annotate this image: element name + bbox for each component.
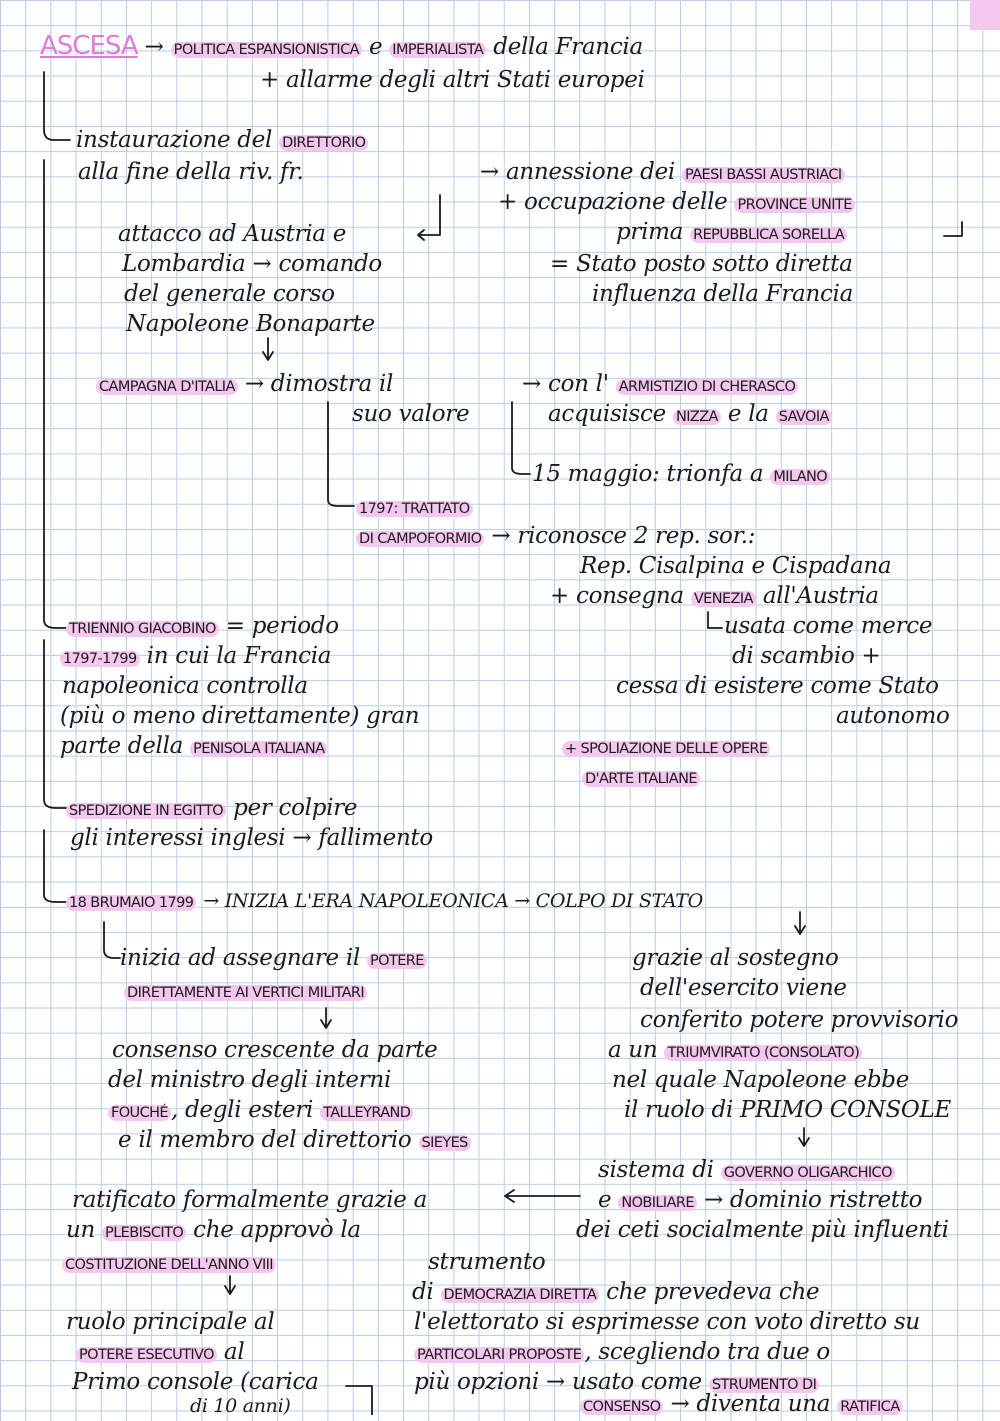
note-line: gli interessi inglesi → fallimento — [70, 825, 433, 851]
note-text: → annessione dei — [480, 159, 675, 185]
highlight-term: FOUCHÉ — [108, 1105, 171, 1121]
note-line — [598, 1156, 895, 1187]
note-line: Primo console (carica — [72, 1369, 319, 1395]
highlight-term: PROVINCE UNITE — [734, 197, 854, 213]
highlight-term: GOVERNO OLIGARCHICO — [721, 1165, 895, 1181]
note-text: → con l' — [522, 371, 609, 397]
highlight-term: POLITICA ESPANSIONISTICA — [171, 42, 362, 58]
note-line — [76, 126, 368, 157]
highlight-term: POTERE ESECUTIVO — [76, 1347, 217, 1363]
note-text: al — [223, 1339, 245, 1365]
highlight-term: TALLEYRAND — [320, 1105, 413, 1121]
title-ascesa: ASCESA — [40, 31, 138, 61]
note-text: → dominio ristretto — [703, 1187, 923, 1213]
note-text: , scegliendo tra due o — [584, 1339, 830, 1365]
note-text: a un — [608, 1037, 658, 1063]
highlight-term: DEMOCRAZIA DIRETTA — [441, 1287, 600, 1303]
highlight-term: DI CAMPOFORMIO — [356, 531, 484, 547]
note-line — [414, 1338, 830, 1369]
note-text: 15 maggio: trionfa a — [532, 461, 764, 487]
note-text: + consegna — [550, 583, 684, 609]
note-text: di — [412, 1279, 434, 1305]
highlight-term: CONSENSO — [580, 1399, 663, 1415]
note-line: influenza della Francia — [592, 281, 854, 307]
note-line — [356, 522, 755, 553]
note-line: ruolo principale al — [66, 1309, 275, 1335]
note-line: Lombardia → comando — [122, 251, 382, 277]
highlight-term: MILANO — [770, 469, 830, 485]
note-line: nel quale Napoleone ebbe — [612, 1067, 910, 1093]
highlight-term: POTERE — [367, 953, 427, 969]
note-line: di 10 anni) — [190, 1395, 291, 1417]
note-line — [66, 1216, 361, 1247]
highlight-term: DIRETTAMENTE AI VERTICI MILITARI — [124, 985, 367, 1001]
highlight-term: NIZZA — [673, 409, 721, 425]
note-line — [96, 370, 393, 401]
highlight-term: + SPOLIAZIONE DELLE OPERE — [562, 741, 770, 757]
note-line — [118, 1126, 471, 1157]
note-line — [616, 218, 847, 249]
highlight-term: CAMPAGNA D'ITALIA — [96, 379, 238, 395]
note-line — [66, 794, 357, 825]
highlight-term: SAVOIA — [776, 409, 832, 425]
note-line — [580, 1390, 903, 1421]
note-text: = periodo — [225, 613, 339, 639]
highlight-term: RATIFICA — [837, 1399, 902, 1415]
note-line: (più o meno direttamente) gran — [60, 703, 420, 729]
note-line — [582, 762, 700, 793]
note-line: suo valore — [352, 401, 470, 427]
note-line — [60, 642, 331, 673]
note-line: dell'esercito viene — [640, 975, 847, 1001]
note-line: cessa di esistere come Stato — [616, 673, 939, 699]
highlight-term: STRUMENTO DI — [709, 1377, 819, 1393]
highlight-term: TRIENNIO GIACOBINO — [66, 621, 219, 637]
note-text: che approvò la — [193, 1217, 361, 1243]
note-text: , degli esteri — [170, 1097, 314, 1123]
note-text: prima — [616, 219, 684, 245]
note-text: all'Austria — [762, 583, 879, 609]
note-line: = Stato posto sotto diretta — [550, 251, 853, 277]
note-line — [412, 1278, 819, 1309]
highlight-term: ARMISTIZIO DI CHERASCO — [616, 379, 799, 395]
note-line: conferito potere provvisorio — [640, 1007, 959, 1033]
note-text: e — [598, 1187, 612, 1213]
note-line — [108, 1096, 413, 1127]
note-text: sistema di — [598, 1157, 714, 1183]
highlight-term: 1797: TRATTATO — [356, 501, 473, 517]
note-text: + occupazione delle — [498, 189, 728, 215]
note-text: che prevedeva che — [606, 1279, 820, 1305]
note-line: Napoleone Bonaparte — [126, 311, 375, 337]
note-line — [66, 886, 703, 917]
note-line — [120, 944, 427, 975]
note-line — [62, 1248, 276, 1279]
highlight-term: PAESI BASSI AUSTRIACI — [682, 167, 845, 183]
note-line: dei ceti socialmente più influenti — [576, 1217, 949, 1243]
note-text: instaurazione del — [76, 127, 273, 153]
note-line: napoleonica controlla — [62, 673, 308, 699]
title-line — [40, 32, 643, 64]
note-line: l'elettorato si esprimesse con voto diretto su — [414, 1309, 920, 1335]
note-line — [598, 1186, 922, 1217]
note-line — [522, 370, 798, 401]
highlight-term: 1797-1799 — [60, 651, 140, 667]
note-text: della Francia — [493, 34, 643, 60]
note-text: → dimostra il — [244, 371, 394, 397]
note-line — [608, 1036, 862, 1067]
highlight-term: VENEZIA — [691, 591, 756, 607]
note-line — [76, 1338, 244, 1369]
note-line — [562, 732, 770, 763]
note-line — [532, 460, 830, 491]
note-text: acquisisce — [548, 401, 666, 427]
highlight-term: COSTITUZIONE DELL'ANNO VIII — [62, 1257, 276, 1273]
note-line — [66, 612, 339, 643]
highlight-term: PLEBISCITO — [102, 1225, 186, 1241]
note-text: e il membro del direttorio — [118, 1127, 412, 1153]
highlight-term: DIRETTORIO — [279, 135, 368, 151]
highlight-term: PENISOLA ITALIANA — [190, 741, 327, 757]
note-line: il ruolo di PRIMO CONSOLE — [624, 1097, 951, 1123]
note-line — [124, 976, 367, 1007]
highlight-term: NOBILIARE — [618, 1195, 697, 1211]
note-line: del generale corso — [124, 281, 335, 307]
note-text: → INIZIA L'ERA NAPOLEONICA → COLPO DI STATO — [203, 890, 703, 912]
note-line: del ministro degli interni — [108, 1067, 392, 1093]
highlight-term: D'ARTE ITALIANE — [582, 771, 700, 787]
note-text: → riconosce 2 rep. sor.: — [491, 523, 756, 549]
note-line: + allarme degli altri Stati europei — [260, 67, 645, 93]
highlight-term: PARTICOLARI PROPOSTE — [414, 1347, 584, 1363]
highlight-term: IMPERIALISTA — [389, 42, 486, 58]
highlight-term: TRIUMVIRATO (CONSOLATO) — [664, 1045, 862, 1061]
note-text: e la — [727, 401, 769, 427]
note-line — [356, 492, 473, 523]
note-line: alla fine della riv. fr. — [78, 159, 304, 185]
note-line — [480, 158, 845, 189]
note-line: grazie al sostegno — [632, 945, 839, 971]
note-line — [550, 582, 879, 613]
note-line: autonomo — [836, 703, 950, 729]
note-text: inizia ad assegnare il — [120, 945, 360, 971]
note-text: per colpire — [233, 795, 358, 821]
note-line — [60, 732, 327, 763]
note-line — [498, 188, 855, 219]
note-text: in cui la Francia — [146, 643, 332, 669]
note-text: parte della — [60, 733, 184, 759]
note-line: Rep. Cisalpina e Cispadana — [580, 553, 892, 579]
note-line: strumento — [428, 1249, 546, 1275]
note-text: → diventa una — [670, 1391, 831, 1417]
highlight-term: SPEDIZIONE IN EGITTO — [66, 803, 226, 819]
arrow-text: → — [144, 34, 164, 60]
note-line: di scambio + — [732, 643, 881, 669]
highlight-term: REPUBBLICA SORELLA — [690, 227, 847, 243]
highlight-term: 18 BRUMAIO 1799 — [66, 895, 196, 911]
note-line: usata come merce — [724, 613, 933, 639]
note-line: ratificato formalmente grazie a — [72, 1187, 428, 1213]
note-line — [548, 400, 832, 431]
note-text: più opzioni → usato come — [414, 1369, 702, 1395]
highlight-term: SIEYES — [419, 1135, 471, 1151]
note-line: attacco ad Austria e — [118, 221, 347, 247]
note-line: consenso crescente da parte — [112, 1037, 438, 1063]
corner-tab — [970, 0, 1000, 30]
note-text: e — [368, 34, 383, 60]
note-text: un — [66, 1217, 96, 1243]
